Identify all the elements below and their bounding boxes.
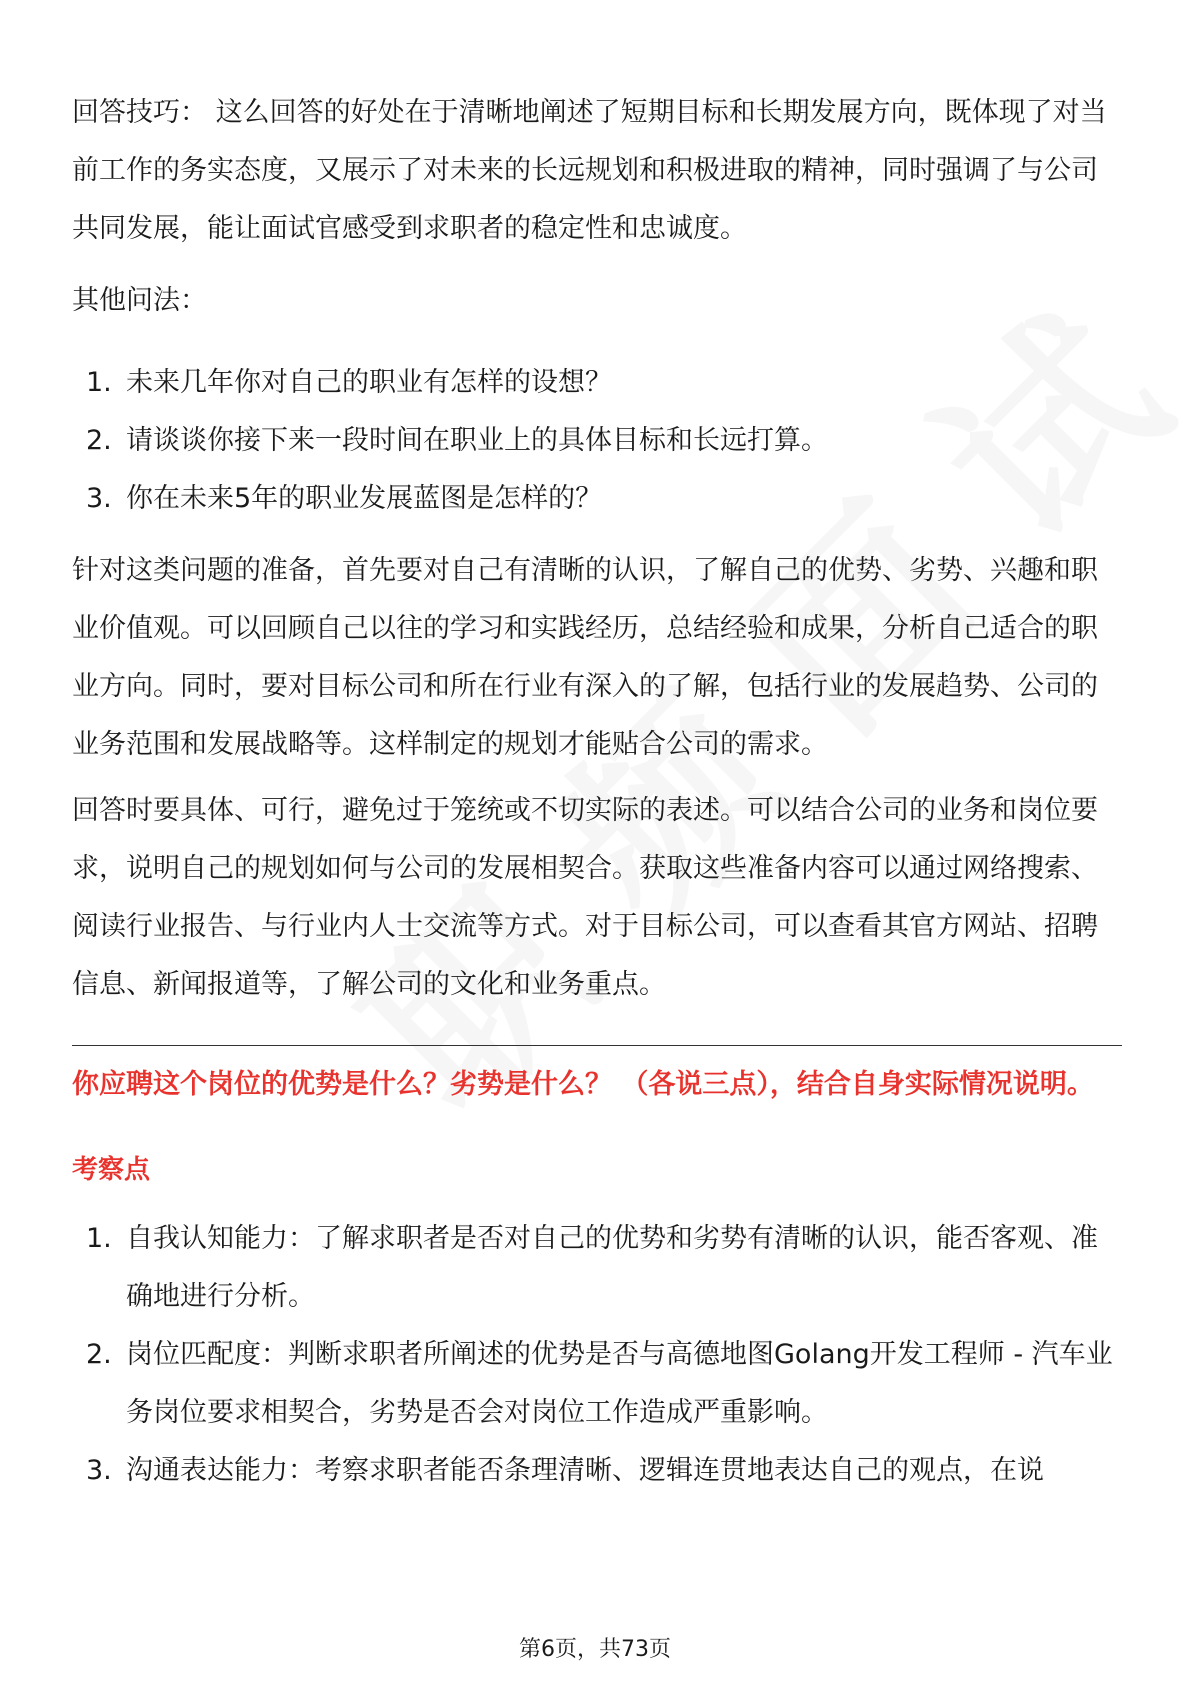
list-item-number: 3. (86, 483, 112, 514)
page-footer: 第6页，共73页 (519, 1637, 671, 1662)
list-item-text: 岗位匹配度：判断求职者所阐述的优势是否与高德地图Golang开发工程师 - 汽车业务岗位要求相契合，劣势是否会对岗位工作造成严重影响。 (126, 1339, 1113, 1428)
preparation-paragraph-2: 回答时要具体、可行，避免过于笼统或不切实际的表述。可以结合公司的业务和岗位要求，说明自己的规划如何与公司的发展相契合。获取这些准备内容可以通过网络搜索、阅读行业报告、与行业内人士交流等方式。对于目标公司，可以查看其官方网站、招聘信息、新闻报道等，了解公司的文化和业务重点。 (72, 795, 1098, 1000)
list-item (72, 1442, 1122, 1500)
other-questions-label: 其他问法： (72, 285, 207, 316)
preparation-paragraph-1: 针对这类问题的准备，首先要对自己有清晰的认识，了解自己的优势、劣势、兴趣和职业价值观。可以回顾自己以往的学习和实践经历，总结经验和成果，分析自己适合的职业方向。同时，要对目标公司和所在行业有深入的了解，包括行业的发展趋势、公司的业务范围和发展战略等。这样制定的规划才能贴合公司的需求。 (72, 555, 1098, 760)
list-item (72, 1326, 1122, 1442)
list-item-text: 未来几年你对自己的职业有怎样的设想？ (126, 367, 612, 398)
answer-tip-paragraph: 回答技巧： 这么回答的好处在于清晰地阐述了短期目标和长期发展方向，既体现了对当前工作的务实态度，又展示了对未来的长远规划和积极进取的精神，同时强调了与公司共同发展，能让面试官感受到求职者的稳定性和忠诚度。 (72, 97, 1107, 244)
list-item-text: 自我认知能力：了解求职者是否对自己的优势和劣势有清晰的认识，能否客观、准确地进行分析。 (126, 1223, 1098, 1312)
section-divider (72, 1045, 1122, 1046)
list-item-number: 2. (86, 425, 112, 456)
list-item (72, 412, 1122, 470)
question-title: 你应聘这个岗位的优势是什么？劣势是什么？ （各说三点），结合自身实际情况说明。 (72, 1069, 1094, 1100)
list-item-text: 你在未来5年的职业发展蓝图是怎样的？ (126, 483, 603, 514)
key-points-heading: 考察点 (72, 1155, 151, 1185)
list-item (72, 354, 1122, 412)
list-item-number: 3. (86, 1455, 112, 1486)
list-item-number: 2. (86, 1339, 112, 1370)
list-item (72, 470, 1122, 528)
list-item-text: 沟通表达能力：考察求职者能否条理清晰、逻辑连贯地表达自己的观点，在说 (126, 1455, 1044, 1486)
list-item-text: 请谈谈你接下来一段时间在职业上的具体目标和长远打算。 (126, 425, 828, 456)
list-item-number: 1. (86, 367, 112, 398)
other-questions-list (72, 354, 1122, 528)
list-item (72, 1210, 1122, 1326)
key-points-list (72, 1210, 1122, 1500)
list-item-number: 1. (86, 1223, 112, 1254)
